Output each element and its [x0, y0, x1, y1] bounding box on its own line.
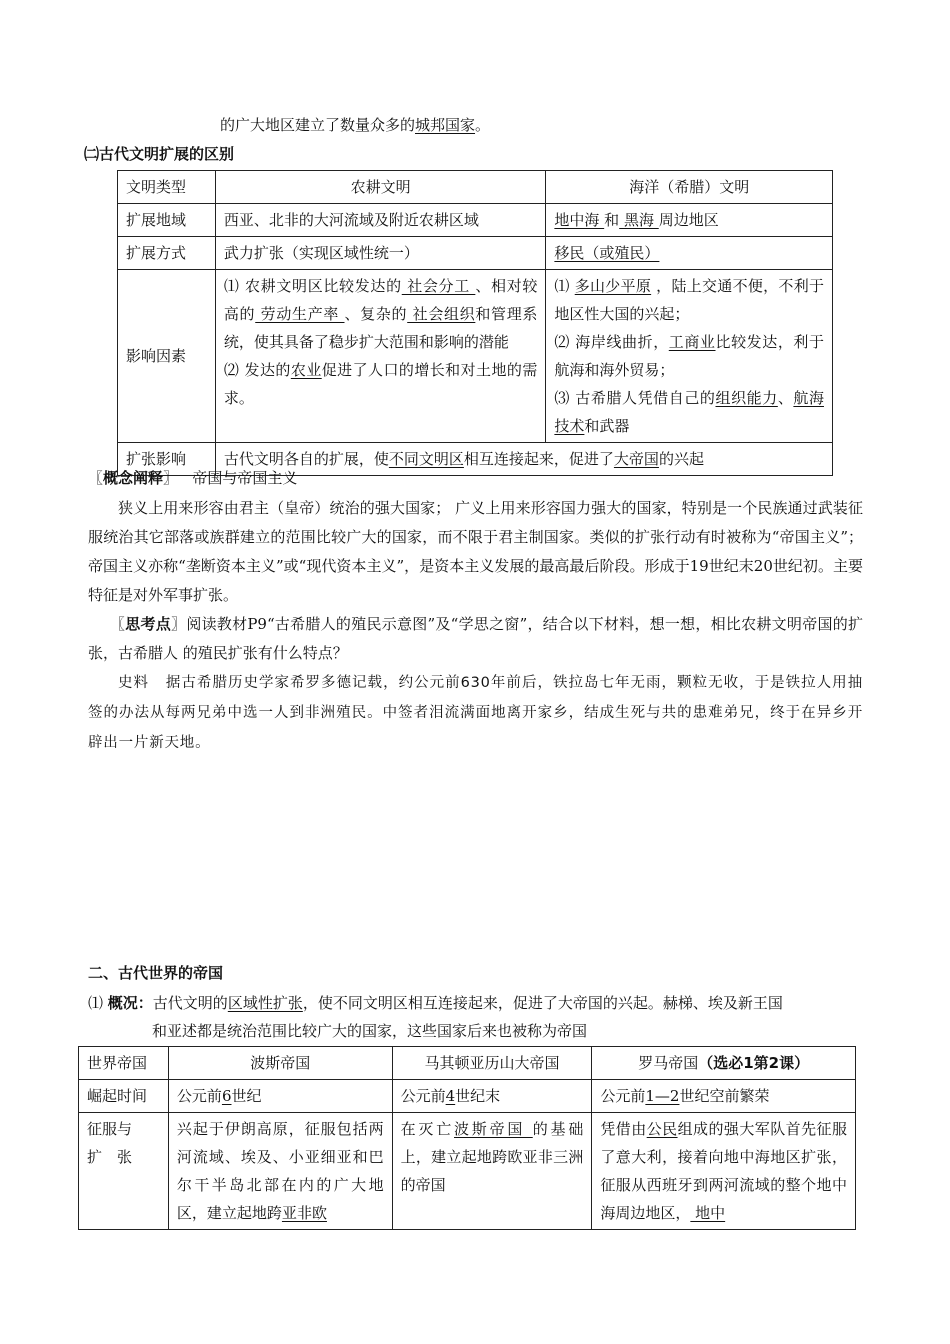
- table-header-cell: 罗马帝国（选必1第2课）: [592, 1047, 856, 1080]
- table-cell: 地中海 和 黑海 周边地区: [546, 204, 833, 237]
- table-cell: 公元前6世纪: [168, 1080, 392, 1113]
- table-row: [79, 1047, 856, 1080]
- section-heading: ㈡古代文明扩展的区别: [84, 145, 235, 163]
- empires-table: [78, 1046, 856, 1230]
- table-cell: 在灭亡波斯帝国 的基础上，建立起地跨欧亚非三洲的帝国: [392, 1113, 592, 1230]
- table-header-cell: 马其顿亚历山大帝国: [392, 1047, 592, 1080]
- table-header-cell: 波斯帝国: [168, 1047, 392, 1080]
- civilization-comparison-table: [117, 170, 833, 476]
- table-cell: 古代文明各自的扩展，使不同文明区相互连接起来，促进了大帝国的兴起: [215, 443, 832, 476]
- part-heading: 二、古代世界的帝国: [88, 964, 224, 982]
- concept-body: 狭义上用来形容由君主（皇帝）统治的强大国家； 广义上用来形容国力强大的国家，特别是一个民族通过武装征服统治其它部落或族群建立的范围比较广大的国家，而不限于君主制国家。类似的扩张行动有时被称为“帝国主义”；帝国主义亦称“垄断资本主义”或“现代资本主义”，是资本主义发展的最高最后阶段。形成于19世纪末20世纪初。主要特征是对外军事扩张。: [88, 499, 863, 604]
- row-label: 扩张影响: [118, 443, 216, 476]
- overview-line: ⑴ 概况：古代文明的区域性扩张，使不同文明区相互连接起来，促进了大帝国的兴起。赫梯、埃及新王国: [88, 994, 783, 1012]
- overview-line-2: 和亚述都是统治范围比较广大的国家，这些国家后来也被称为帝国: [152, 1022, 588, 1040]
- table-cell: 公元前1—2世纪空前繁荣: [592, 1080, 856, 1113]
- table-row: [118, 270, 833, 443]
- table-cell: 移民（或殖民）: [546, 237, 833, 270]
- table-header-cell: 世界帝国: [79, 1047, 169, 1080]
- table-cell: 西亚、北非的大河流域及附近农耕区域: [215, 204, 546, 237]
- continuation-line: 的广大地区建立了数量众多的城邦国家。: [220, 116, 491, 134]
- table-cell: 武力扩张（实现区域性统一）: [215, 237, 546, 270]
- table-row: [79, 1113, 856, 1230]
- table-cell: 凭借由公民组成的强大军队首先征服了意大利，接着向地中海地区扩张，征服从西班牙到两河流域的整个地中海周边地区， 地中: [592, 1113, 856, 1230]
- row-label: 影响因素: [118, 270, 216, 443]
- think-point: 〖思考点〗阅读教材P9“古希腊人的殖民示意图”及“学思之窗”，结合以下材料，想一想，相比农耕文明帝国的扩张，古希腊人 的殖民扩张有什么特点？: [88, 615, 863, 662]
- table-row: [118, 237, 833, 270]
- table-header-cell: 文明类型: [118, 171, 216, 204]
- concept-heading: 〖概念阐释〗 帝国与帝国主义: [88, 469, 298, 487]
- table-row: [79, 1080, 856, 1113]
- row-label: 征服与 扩 张: [79, 1113, 169, 1230]
- table-row: [118, 204, 833, 237]
- table-cell: ⑴ 农耕文明区比较发达的 社会分工 、相对较高的 劳动生产率 、复杂的 社会组织和管理系统，使其具备了稳步扩大范围和影响的潜能 ⑵ 发达的农业促进了人口的增长和对土地的需求。: [215, 270, 546, 443]
- table-row: [118, 171, 833, 204]
- table-header-cell: 农耕文明: [215, 171, 546, 204]
- row-label: 扩展方式: [118, 237, 216, 270]
- historical-material: 史料 据古希腊历史学家希罗多德记载，约公元前630年前后，铁拉岛七年无雨，颗粒无收，于是铁拉人用抽签的办法从每两兄弟中选一人到非洲殖民。中签者泪流满面地离开家乡，结成生死与共的患难弟兄，终于在异乡开辟出一片新天地。: [88, 675, 863, 751]
- table-header-cell: 海洋（希腊）文明: [546, 171, 833, 204]
- table-cell: 公元前4世纪末: [392, 1080, 592, 1113]
- table-cell: 兴起于伊朗高原，征服包括两河流域、埃及、小亚细亚和巴尔干半岛北部在内的广大地区，建立起地跨亚非欧: [168, 1113, 392, 1230]
- table-cell: ⑴ 多山少平原 ，陆上交通不便，不利于地区性大国的兴起； ⑵ 海岸线曲折，工商业比较发达，利于航海和海外贸易； ⑶ 古希腊人凭借自己的组织能力、航海技术和武器: [546, 270, 833, 443]
- row-label: 崛起时间: [79, 1080, 169, 1113]
- row-label: 扩展地域: [118, 204, 216, 237]
